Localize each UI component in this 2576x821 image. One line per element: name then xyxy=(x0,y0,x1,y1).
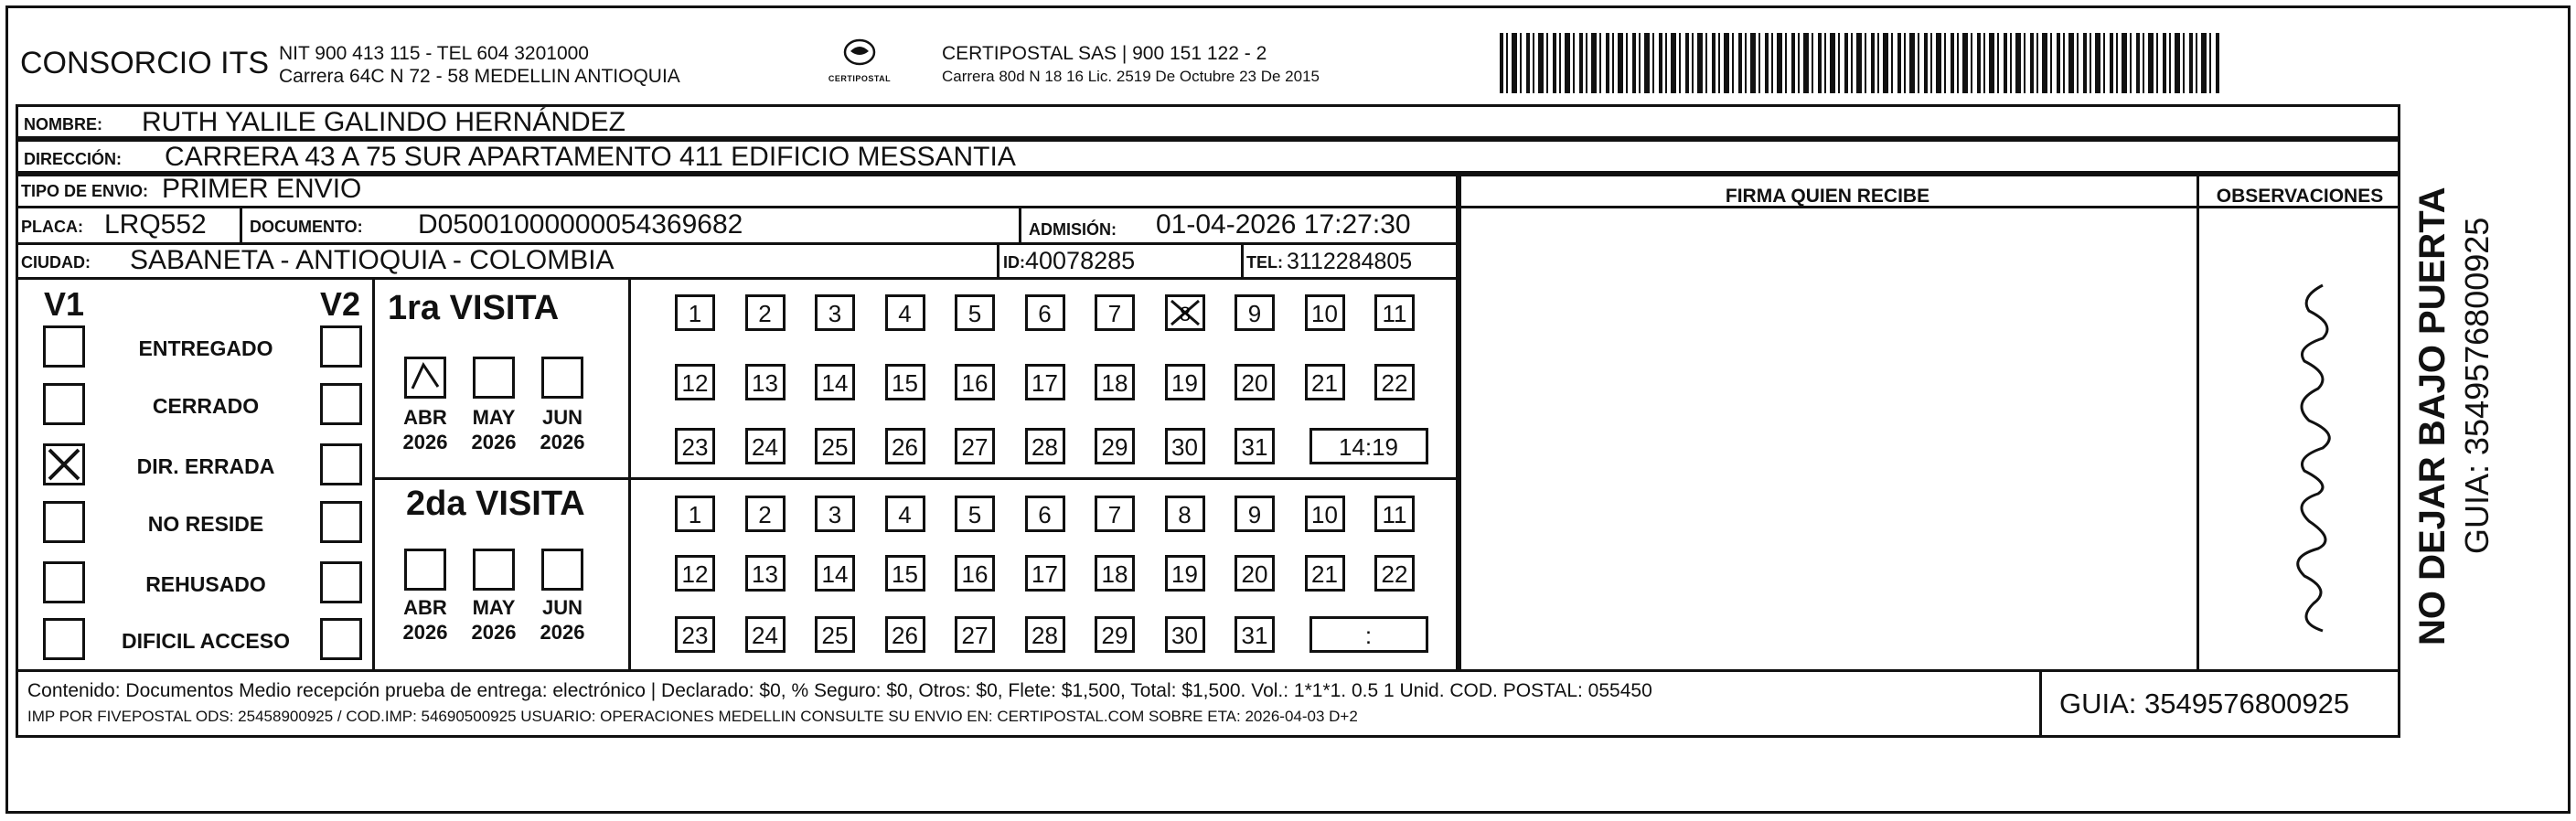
day-box[interactable]: 18 xyxy=(1095,364,1135,400)
documento-value: D05001000000054369682 xyxy=(418,209,743,240)
day-box[interactable]: 30 xyxy=(1165,616,1205,653)
day-box[interactable]: 26 xyxy=(885,616,925,653)
x-mark-icon xyxy=(46,446,82,483)
status-option-label: CERRADO xyxy=(152,394,260,418)
month-checkbox[interactable] xyxy=(473,357,515,399)
day-box[interactable]: 19 xyxy=(1165,555,1205,592)
direccion-value: CARRERA 43 A 75 SUR APARTAMENTO 411 EDIFICIO MESSANTIA xyxy=(165,142,1016,172)
day-box[interactable]: 21 xyxy=(1305,555,1345,592)
month-label: JUN 2026 xyxy=(540,596,585,644)
nombre-value: RUTH YALILE GALINDO HERNÁNDEZ xyxy=(142,107,625,137)
placa-row: PLACA: LRQ552 DOCUMENTO: D05001000000054369682 ADMISIÓN: 01-04-2026 17:27:30 xyxy=(16,208,1459,245)
check-mark-icon xyxy=(407,359,444,396)
day-box[interactable]: 11 xyxy=(1374,294,1415,331)
admision-value: 01-04-2026 17:27:30 xyxy=(1156,209,1411,240)
day-box[interactable]: 28 xyxy=(1025,616,1065,653)
second-visit-label: 2da VISITA xyxy=(406,485,585,523)
signature xyxy=(2268,274,2350,640)
v2-checkbox[interactable] xyxy=(320,325,362,368)
day-box[interactable]: 7 xyxy=(1095,294,1135,331)
day-box[interactable]: 26 xyxy=(885,428,925,464)
month-checkbox[interactable] xyxy=(404,357,446,399)
certipostal-logo: CERTIPOSTAL xyxy=(818,38,901,83)
day-box[interactable]: 28 xyxy=(1025,428,1065,464)
day-box[interactable] xyxy=(1165,294,1205,331)
day-box[interactable]: 5 xyxy=(955,496,995,532)
day-box[interactable]: 17 xyxy=(1025,555,1065,592)
day-box[interactable]: 20 xyxy=(1235,555,1275,592)
month-checkbox[interactable] xyxy=(541,357,583,399)
day-box[interactable]: 1 xyxy=(675,294,715,331)
observaciones-label: OBSERVACIONES xyxy=(2216,186,2384,207)
first-visit-label: 1ra VISITA xyxy=(388,289,560,327)
footer-guia: GUIA: 3549576800925 xyxy=(2059,688,2350,720)
day-box[interactable]: 23 xyxy=(675,616,715,653)
day-box[interactable]: 20 xyxy=(1235,364,1275,400)
day-box[interactable]: 2 xyxy=(745,496,786,532)
day-box[interactable]: 30 xyxy=(1165,428,1205,464)
day-box[interactable]: 18 xyxy=(1095,555,1135,592)
day-box[interactable]: 13 xyxy=(745,364,786,400)
status-option-label: NO RESIDE xyxy=(147,512,264,536)
day-box[interactable]: 3 xyxy=(815,496,855,532)
v2-label: V2 xyxy=(320,285,361,323)
day-box[interactable]: 24 xyxy=(745,616,786,653)
ciudad-row: CIUDAD: SABANETA - ANTIOQUIA - COLOMBIA ID: 40078285 TEL: 3112284805 xyxy=(16,245,1459,280)
v1-checkbox[interactable] xyxy=(43,383,85,425)
day-box[interactable]: 19 xyxy=(1165,364,1205,400)
address-line: Carrera 64C N 72 - 58 MEDELLIN ANTIOQUIA xyxy=(279,66,680,87)
day-box[interactable]: 31 xyxy=(1235,616,1275,653)
day-box[interactable]: 12 xyxy=(675,364,715,400)
x-mark-icon xyxy=(1168,297,1202,328)
day-box[interactable]: 8 xyxy=(1165,496,1205,532)
day-box[interactable]: 31 xyxy=(1235,428,1275,464)
day-box[interactable]: 12 xyxy=(675,555,715,592)
month-label: ABR 2026 xyxy=(402,596,448,644)
tel-value: 3112284805 xyxy=(1287,249,1413,274)
certipostal-address: Carrera 80d N 18 16 Lic. 2519 De Octubre 23 De 2015 xyxy=(942,68,1320,85)
nit-line: NIT 900 413 115 - TEL 604 3201000 xyxy=(279,43,589,64)
v2-checkbox[interactable] xyxy=(320,501,362,543)
status-option-label: DIR. ERRADA xyxy=(136,454,275,478)
day-box[interactable]: 16 xyxy=(955,364,995,400)
v2-checkbox[interactable] xyxy=(320,561,362,603)
day-box[interactable]: 3 xyxy=(815,294,855,331)
firma-label: FIRMA QUIEN RECIBE xyxy=(1725,186,1930,207)
day-box[interactable]: 9 xyxy=(1235,496,1275,532)
day-box[interactable]: 6 xyxy=(1025,496,1065,532)
day-box[interactable]: 21 xyxy=(1305,364,1345,400)
day-box[interactable]: 27 xyxy=(955,616,995,653)
day-box[interactable]: 11 xyxy=(1374,496,1415,532)
month-label: ABR 2026 xyxy=(402,406,448,453)
direccion-row: DIRECCIÓN: CARRERA 43 A 75 SUR APARTAMENTO 411 EDIFICIO MESSANTIA xyxy=(16,139,2400,174)
svg-text:8: 8 xyxy=(1179,303,1191,325)
day-box[interactable]: 1 xyxy=(675,496,715,532)
day-box[interactable]: 22 xyxy=(1374,555,1415,592)
day-box[interactable]: 27 xyxy=(955,428,995,464)
day-box[interactable]: 15 xyxy=(885,555,925,592)
day-box[interactable]: 6 xyxy=(1025,294,1065,331)
status-option-label: DIFICIL ACCESO xyxy=(121,629,290,653)
month-checkbox[interactable] xyxy=(404,549,446,591)
v2-checkbox[interactable] xyxy=(320,618,362,660)
nombre-row: NOMBRE: RUTH YALILE GALINDO HERNÁNDEZ xyxy=(16,104,2400,139)
placa-value: LRQ552 xyxy=(104,209,207,240)
day-box[interactable]: 2 xyxy=(745,294,786,331)
day-box[interactable]: 9 xyxy=(1235,294,1275,331)
day-box[interactable]: 17 xyxy=(1025,364,1065,400)
month-checkbox[interactable] xyxy=(541,549,583,591)
footer-line1: Contenido: Documentos Medio recepción prueba de entrega: electrónico | Declarado: $0, % Seguro: $0, Otros: $0, Flete: $1,500, Total: $1,500. Vol.: 1*1*1. 0.5 1 Unid. COD. POSTAL: 055450 xyxy=(27,680,1652,701)
first-visit-time[interactable]: 14:19 xyxy=(1309,428,1428,464)
certipostal-line: CERTIPOSTAL SAS | 900 151 122 - 2 xyxy=(942,43,1267,64)
day-box[interactable]: 10 xyxy=(1305,294,1345,331)
v1-checkbox[interactable] xyxy=(43,443,85,485)
barcode xyxy=(1500,33,2222,93)
id-value: 40078285 xyxy=(1025,247,1136,274)
day-box[interactable]: 14 xyxy=(815,555,855,592)
tipo-row: TIPO DE ENVIO: PRIMER ENVIO xyxy=(16,174,1459,208)
day-box[interactable]: 14 xyxy=(815,364,855,400)
logo-icon xyxy=(841,38,878,69)
day-box[interactable]: 7 xyxy=(1095,496,1135,532)
v1-checkbox[interactable] xyxy=(43,618,85,660)
day-box[interactable]: 25 xyxy=(815,616,855,653)
tipo-value: PRIMER ENVIO xyxy=(162,174,362,204)
day-box[interactable]: 25 xyxy=(815,428,855,464)
day-box[interactable]: 4 xyxy=(885,294,925,331)
day-box[interactable]: 29 xyxy=(1095,616,1135,653)
v2-checkbox[interactable] xyxy=(320,383,362,425)
day-box[interactable]: 22 xyxy=(1374,364,1415,400)
day-box[interactable]: 4 xyxy=(885,496,925,532)
day-box[interactable]: 29 xyxy=(1095,428,1135,464)
status-option-label: REHUSADO xyxy=(145,572,266,596)
v2-checkbox[interactable] xyxy=(320,443,362,485)
v1-label: V1 xyxy=(44,285,85,323)
month-label: MAY 2026 xyxy=(471,596,517,644)
v1-checkbox[interactable] xyxy=(43,325,85,368)
footer-line2: IMP POR FIVEPOSTAL ODS: 25458900925 / COD.IMP: 54690500925 USUARIO: OPERACIONES MEDELLIN CONSULTE SU ENVIO EN: CERTIPOSTAL.COM SOBRE ETA: 2026-04-03 D+2 xyxy=(27,708,1358,725)
right-block xyxy=(1459,174,2400,672)
day-box[interactable]: 15 xyxy=(885,364,925,400)
day-box[interactable]: 16 xyxy=(955,555,995,592)
day-box[interactable]: 23 xyxy=(675,428,715,464)
second-visit-time[interactable]: : xyxy=(1309,616,1428,653)
day-box[interactable]: 10 xyxy=(1305,496,1345,532)
company-name: CONSORCIO ITS xyxy=(20,46,270,80)
month-label: MAY 2026 xyxy=(471,406,517,453)
side-warning: NO DEJAR BAJO PUERTA xyxy=(2412,187,2453,645)
month-checkbox[interactable] xyxy=(473,549,515,591)
day-box[interactable]: 5 xyxy=(955,294,995,331)
status-option-label: ENTREGADO xyxy=(138,336,273,360)
day-box[interactable]: 13 xyxy=(745,555,786,592)
v1-checkbox[interactable] xyxy=(43,561,85,603)
ciudad-value: SABANETA - ANTIOQUIA - COLOMBIA xyxy=(130,245,615,275)
day-box[interactable]: 24 xyxy=(745,428,786,464)
side-guia: GUIA: 3549576800925 xyxy=(2458,217,2496,554)
v1-checkbox[interactable] xyxy=(43,501,85,543)
month-label: JUN 2026 xyxy=(540,406,585,453)
